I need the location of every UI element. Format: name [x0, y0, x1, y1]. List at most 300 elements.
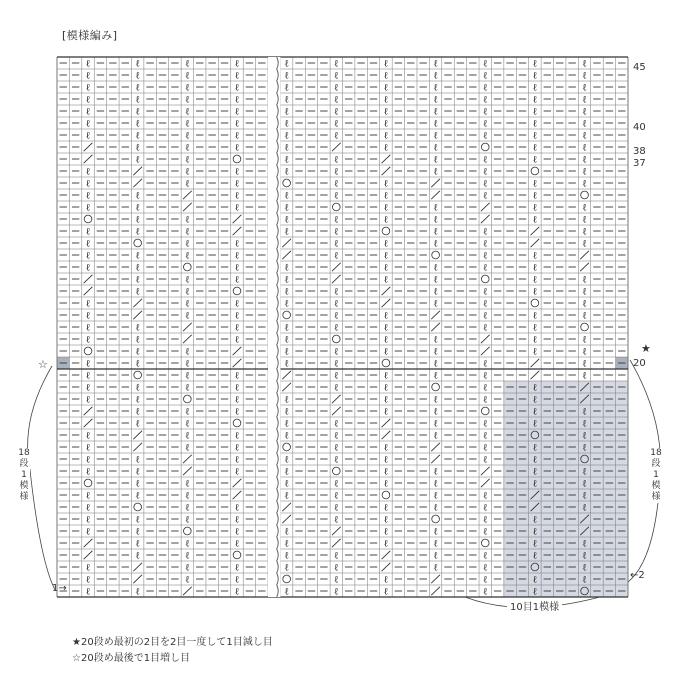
- twisted-knit-symbol: ℓ: [85, 394, 91, 406]
- twisted-knit-symbol: ℓ: [333, 214, 339, 226]
- twisted-knit-symbol: ℓ: [532, 322, 538, 334]
- twisted-knit-symbol: ℓ: [383, 70, 389, 82]
- twisted-knit-symbol: ℓ: [383, 514, 389, 526]
- yarn-over-symbol: [332, 203, 340, 211]
- twisted-knit-symbol: ℓ: [234, 70, 240, 82]
- twisted-knit-symbol: ℓ: [184, 274, 190, 286]
- twisted-knit-symbol: ℓ: [383, 406, 389, 418]
- twisted-knit-symbol: ℓ: [383, 310, 389, 322]
- twisted-knit-symbol: ℓ: [433, 286, 438, 298]
- twisted-knit-symbol: ℓ: [532, 190, 538, 202]
- decrease-symbol: [382, 431, 391, 439]
- twisted-knit-symbol: ℓ: [284, 394, 290, 406]
- decrease-symbol: [233, 359, 242, 367]
- twisted-knit-symbol: ℓ: [582, 550, 587, 562]
- twisted-knit-symbol: ℓ: [333, 118, 339, 130]
- twisted-knit-symbol: ℓ: [184, 142, 190, 154]
- start-row-left: 1→: [52, 583, 67, 594]
- twisted-knit-symbol: ℓ: [532, 130, 538, 142]
- yarn-over-symbol: [531, 167, 539, 175]
- twisted-knit-symbol: ℓ: [582, 238, 587, 250]
- decrease-symbol: [133, 179, 142, 187]
- twisted-knit-symbol: ℓ: [184, 442, 190, 454]
- twisted-knit-symbol: ℓ: [184, 106, 190, 118]
- twisted-knit-symbol: ℓ: [333, 226, 339, 238]
- decrease-symbol: [481, 215, 490, 223]
- twisted-knit-symbol: ℓ: [184, 70, 190, 82]
- twisted-knit-symbol: ℓ: [85, 526, 91, 538]
- twisted-knit-symbol: ℓ: [85, 250, 91, 262]
- twisted-knit-symbol: ℓ: [333, 550, 339, 562]
- twisted-knit-symbol: ℓ: [582, 214, 587, 226]
- twisted-knit-symbol: ℓ: [532, 274, 538, 286]
- twisted-knit-symbol: ℓ: [433, 106, 438, 118]
- decrease-symbol: [382, 287, 391, 295]
- twisted-knit-symbol: ℓ: [234, 298, 240, 310]
- twisted-knit-symbol: ℓ: [383, 442, 389, 454]
- twisted-knit-symbol: ℓ: [582, 82, 587, 94]
- twisted-knit-symbol: ℓ: [433, 154, 438, 166]
- decrease-symbol: [282, 239, 291, 247]
- twisted-knit-symbol: ℓ: [582, 502, 587, 514]
- twisted-knit-symbol: ℓ: [184, 514, 190, 526]
- twisted-knit-symbol: ℓ: [135, 466, 141, 478]
- decrease-symbol: [233, 227, 242, 235]
- twisted-knit-symbol: ℓ: [234, 202, 240, 214]
- decrease-symbol: [84, 143, 93, 151]
- twisted-knit-symbol: ℓ: [482, 118, 488, 130]
- twisted-knit-symbol: ℓ: [532, 538, 538, 550]
- twisted-knit-symbol: ℓ: [433, 142, 438, 154]
- twisted-knit-symbol: ℓ: [383, 586, 389, 598]
- yarn-over-symbol: [432, 251, 440, 259]
- twisted-knit-symbol: ℓ: [85, 82, 91, 94]
- twisted-knit-symbol: ℓ: [532, 466, 538, 478]
- twisted-knit-symbol: ℓ: [333, 586, 339, 598]
- twisted-knit-symbol: ℓ: [433, 262, 438, 274]
- twisted-knit-symbol: ℓ: [234, 538, 240, 550]
- twisted-knit-symbol: ℓ: [482, 322, 488, 334]
- note-decrease: ★20段め最初の2目を2目一度して1目減し目: [72, 637, 273, 648]
- decrease-symbol: [332, 143, 341, 151]
- twisted-knit-symbol: ℓ: [234, 322, 240, 334]
- twisted-knit-symbol: ℓ: [433, 334, 438, 346]
- twisted-knit-symbol: ℓ: [284, 346, 290, 358]
- twisted-knit-symbol: ℓ: [383, 250, 389, 262]
- twisted-knit-symbol: ℓ: [135, 106, 141, 118]
- twisted-knit-symbol: ℓ: [184, 382, 190, 394]
- twisted-knit-symbol: ℓ: [582, 274, 587, 286]
- decrease-symbol: [282, 371, 291, 379]
- twisted-knit-symbol: ℓ: [433, 226, 438, 238]
- twisted-knit-symbol: ℓ: [532, 106, 538, 118]
- twisted-knit-symbol: ℓ: [85, 262, 91, 274]
- twisted-knit-symbol: ℓ: [482, 490, 488, 502]
- twisted-knit-symbol: ℓ: [234, 430, 240, 442]
- twisted-knit-symbol: ℓ: [582, 298, 587, 310]
- decrease-symbol: [531, 227, 540, 235]
- twisted-knit-symbol: ℓ: [333, 190, 339, 202]
- twisted-knit-symbol: ℓ: [135, 382, 141, 394]
- twisted-knit-symbol: ℓ: [433, 70, 438, 82]
- twisted-knit-symbol: ℓ: [333, 322, 339, 334]
- yarn-over-symbol: [233, 419, 241, 427]
- twisted-knit-symbol: ℓ: [85, 226, 91, 238]
- twisted-knit-symbol: ℓ: [532, 334, 538, 346]
- yarn-over-symbol: [481, 143, 489, 151]
- yarn-over-symbol: [233, 155, 241, 163]
- twisted-knit-symbol: ℓ: [284, 106, 290, 118]
- twisted-knit-symbol: ℓ: [532, 250, 538, 262]
- twisted-knit-symbol: ℓ: [135, 154, 141, 166]
- twisted-knit-symbol: ℓ: [184, 118, 190, 130]
- twisted-knit-symbol: ℓ: [433, 526, 438, 538]
- decrease-symbol: [332, 263, 341, 271]
- yarn-over-symbol: [283, 311, 291, 319]
- decrease-symbol: [332, 275, 341, 283]
- decrease-symbol: [84, 539, 93, 547]
- twisted-knit-symbol: ℓ: [433, 202, 438, 214]
- twisted-knit-symbol: ℓ: [234, 94, 240, 106]
- row-number-40: 40: [633, 122, 646, 133]
- twisted-knit-symbol: ℓ: [184, 346, 190, 358]
- decrease-symbol: [332, 407, 341, 415]
- twisted-knit-symbol: ℓ: [383, 394, 389, 406]
- twisted-knit-symbol: ℓ: [482, 358, 488, 370]
- twisted-knit-symbol: ℓ: [482, 430, 488, 442]
- twisted-knit-symbol: ℓ: [582, 166, 587, 178]
- twisted-knit-symbol: ℓ: [532, 262, 538, 274]
- decrease-symbol: [431, 323, 440, 331]
- twisted-knit-symbol: ℓ: [433, 394, 438, 406]
- decrease-symbol: [84, 551, 93, 559]
- twisted-knit-symbol: ℓ: [433, 406, 438, 418]
- twisted-knit-symbol: ℓ: [482, 550, 488, 562]
- twisted-knit-symbol: ℓ: [383, 142, 389, 154]
- twisted-knit-symbol: ℓ: [333, 574, 339, 586]
- twisted-knit-symbol: ℓ: [582, 118, 587, 130]
- twisted-knit-symbol: ℓ: [184, 82, 190, 94]
- twisted-knit-symbol: ℓ: [383, 238, 389, 250]
- decrease-symbol: [382, 419, 391, 427]
- decrease-symbol: [84, 275, 93, 283]
- twisted-knit-symbol: ℓ: [433, 274, 438, 286]
- twisted-knit-symbol: ℓ: [234, 190, 240, 202]
- twisted-knit-symbol: ℓ: [184, 238, 190, 250]
- note-increase: ☆20段め最後で1目増し目: [72, 653, 191, 664]
- twisted-knit-symbol: ℓ: [482, 502, 488, 514]
- twisted-knit-symbol: ℓ: [135, 586, 141, 598]
- twisted-knit-symbol: ℓ: [184, 178, 190, 190]
- twisted-knit-symbol: ℓ: [135, 490, 141, 502]
- twisted-knit-symbol: ℓ: [482, 418, 488, 430]
- twisted-knit-symbol: ℓ: [532, 58, 538, 70]
- decrease-symbol: [580, 251, 589, 259]
- twisted-knit-symbol: ℓ: [532, 82, 538, 94]
- twisted-knit-symbol: ℓ: [482, 238, 488, 250]
- twisted-knit-symbol: ℓ: [135, 454, 141, 466]
- twisted-knit-symbol: ℓ: [284, 358, 290, 370]
- left-repeat-arc: [28, 366, 55, 590]
- twisted-knit-symbol: ℓ: [85, 202, 91, 214]
- decrease-symbol: [431, 575, 440, 583]
- decrease-symbol: [84, 155, 93, 163]
- twisted-knit-symbol: ℓ: [482, 394, 488, 406]
- twisted-knit-symbol: ℓ: [433, 418, 438, 430]
- twisted-knit-symbol: ℓ: [433, 58, 438, 70]
- twisted-knit-symbol: ℓ: [284, 130, 290, 142]
- twisted-knit-symbol: ℓ: [333, 454, 339, 466]
- twisted-knit-symbol: ℓ: [383, 346, 389, 358]
- decrease-symbol: [183, 323, 192, 331]
- twisted-knit-symbol: ℓ: [383, 502, 389, 514]
- twisted-knit-symbol: ℓ: [333, 502, 339, 514]
- twisted-knit-symbol: ℓ: [184, 502, 190, 514]
- twisted-knit-symbol: ℓ: [433, 214, 438, 226]
- twisted-knit-symbol: ℓ: [482, 178, 488, 190]
- twisted-knit-symbol: ℓ: [333, 562, 339, 574]
- twisted-knit-symbol: ℓ: [234, 514, 240, 526]
- twisted-knit-symbol: ℓ: [532, 550, 538, 562]
- twisted-knit-symbol: ℓ: [383, 106, 389, 118]
- twisted-knit-symbol: ℓ: [184, 214, 190, 226]
- decrease-symbol: [481, 467, 490, 475]
- twisted-knit-symbol: ℓ: [135, 58, 141, 70]
- decrease-symbol: [133, 575, 142, 583]
- yarn-over-symbol: [233, 551, 241, 559]
- twisted-knit-symbol: ℓ: [383, 94, 389, 106]
- yarn-over-symbol: [134, 239, 142, 247]
- twisted-knit-symbol: ℓ: [85, 166, 91, 178]
- decrease-symbol: [431, 443, 440, 451]
- twisted-knit-symbol: ℓ: [184, 298, 190, 310]
- decrease-symbol: [531, 239, 540, 247]
- yarn-over-symbol: [432, 383, 440, 391]
- twisted-knit-symbol: ℓ: [234, 334, 240, 346]
- twisted-knit-symbol: ℓ: [284, 418, 290, 430]
- twisted-knit-symbol: ℓ: [284, 58, 290, 70]
- twisted-knit-symbol: ℓ: [383, 526, 389, 538]
- twisted-knit-symbol: ℓ: [234, 466, 240, 478]
- twisted-knit-symbol: ℓ: [582, 346, 587, 358]
- chart-title: [模様編み]: [62, 29, 118, 42]
- twisted-knit-symbol: ℓ: [184, 226, 190, 238]
- twisted-knit-symbol: ℓ: [482, 58, 488, 70]
- twisted-knit-symbol: ℓ: [383, 130, 389, 142]
- twisted-knit-symbol: ℓ: [135, 214, 141, 226]
- side-label-right: 18段1模様: [650, 448, 662, 502]
- twisted-knit-symbol: ℓ: [383, 214, 389, 226]
- twisted-knit-symbol: ℓ: [582, 442, 587, 454]
- twisted-knit-symbol: ℓ: [284, 70, 290, 82]
- twisted-knit-symbol: ℓ: [234, 382, 240, 394]
- yarn-over-symbol: [134, 503, 142, 511]
- twisted-knit-symbol: ℓ: [383, 274, 389, 286]
- decrease-symbol: [332, 527, 341, 535]
- twisted-knit-symbol: ℓ: [85, 190, 91, 202]
- start-row-right: ←2: [630, 570, 645, 581]
- twisted-knit-symbol: ℓ: [284, 562, 290, 574]
- twisted-knit-symbol: ℓ: [383, 82, 389, 94]
- twisted-knit-symbol: ℓ: [433, 478, 438, 490]
- twisted-knit-symbol: ℓ: [482, 382, 488, 394]
- twisted-knit-symbol: ℓ: [482, 526, 488, 538]
- twisted-knit-symbol: ℓ: [333, 94, 339, 106]
- twisted-knit-symbol: ℓ: [582, 142, 587, 154]
- decrease-symbol: [233, 347, 242, 355]
- yarn-over-symbol: [531, 299, 539, 307]
- twisted-knit-symbol: ℓ: [184, 358, 190, 370]
- twisted-knit-symbol: ℓ: [333, 130, 339, 142]
- twisted-knit-symbol: ℓ: [333, 514, 339, 526]
- twisted-knit-symbol: ℓ: [482, 166, 488, 178]
- twisted-knit-symbol: ℓ: [184, 58, 190, 70]
- twisted-knit-symbol: ℓ: [532, 586, 538, 598]
- twisted-knit-symbol: ℓ: [433, 430, 438, 442]
- twisted-knit-symbol: ℓ: [582, 106, 587, 118]
- twisted-knit-symbol: ℓ: [532, 478, 538, 490]
- decrease-symbol: [282, 515, 291, 523]
- twisted-knit-symbol: ℓ: [433, 502, 438, 514]
- twisted-knit-symbol: ℓ: [482, 70, 488, 82]
- twisted-knit-symbol: ℓ: [433, 94, 438, 106]
- twisted-knit-symbol: ℓ: [532, 118, 538, 130]
- twisted-knit-symbol: ℓ: [532, 454, 538, 466]
- decrease-symbol: [84, 287, 93, 295]
- decrease-symbol: [133, 443, 142, 451]
- twisted-knit-symbol: ℓ: [284, 286, 290, 298]
- twisted-knit-symbol: ℓ: [284, 274, 290, 286]
- twisted-knit-symbol: ℓ: [234, 442, 240, 454]
- twisted-knit-symbol: ℓ: [184, 418, 190, 430]
- twisted-knit-symbol: ℓ: [333, 418, 339, 430]
- chart-break-lines: [268, 57, 280, 597]
- twisted-knit-symbol: ℓ: [582, 202, 587, 214]
- twisted-knit-symbol: ℓ: [184, 562, 190, 574]
- twisted-knit-symbol: ℓ: [135, 418, 141, 430]
- twisted-knit-symbol: ℓ: [85, 514, 91, 526]
- twisted-knit-symbol: ℓ: [433, 562, 438, 574]
- decrease-symbol: [431, 587, 440, 595]
- twisted-knit-symbol: ℓ: [234, 406, 240, 418]
- twisted-knit-symbol: ℓ: [135, 286, 141, 298]
- twisted-knit-symbol: ℓ: [135, 94, 141, 106]
- twisted-knit-symbol: ℓ: [333, 346, 339, 358]
- yarn-over-symbol: [283, 443, 291, 451]
- twisted-knit-symbol: ℓ: [482, 298, 488, 310]
- twisted-knit-symbol: ℓ: [383, 262, 389, 274]
- decrease-symbol: [382, 155, 391, 163]
- twisted-knit-symbol: ℓ: [333, 250, 339, 262]
- twisted-knit-symbol: ℓ: [582, 490, 587, 502]
- twisted-knit-symbol: ℓ: [433, 538, 438, 550]
- row-number-37: 37: [633, 158, 646, 169]
- twisted-knit-symbol: ℓ: [433, 490, 438, 502]
- twisted-knit-symbol: ℓ: [383, 190, 389, 202]
- twisted-knit-symbol: ℓ: [284, 94, 290, 106]
- yarn-over-symbol: [283, 179, 291, 187]
- yarn-over-symbol: [183, 263, 191, 271]
- yarn-over-symbol: [183, 527, 191, 535]
- twisted-knit-symbol: ℓ: [383, 58, 389, 70]
- twisted-knit-symbol: ℓ: [284, 166, 290, 178]
- twisted-knit-symbol: ℓ: [135, 190, 141, 202]
- twisted-knit-symbol: ℓ: [234, 526, 240, 538]
- decrease-symbol: [431, 455, 440, 463]
- decrease-symbol: [183, 191, 192, 199]
- decrease-symbol: [233, 491, 242, 499]
- twisted-knit-symbol: ℓ: [234, 562, 240, 574]
- decrease-symbol: [481, 347, 490, 355]
- yarn-over-symbol: [183, 395, 191, 403]
- twisted-knit-symbol: ℓ: [383, 574, 389, 586]
- twisted-knit-symbol: ℓ: [333, 490, 339, 502]
- twisted-knit-symbol: ℓ: [582, 562, 587, 574]
- twisted-knit-symbol: ℓ: [482, 82, 488, 94]
- yarn-over-symbol: [283, 575, 291, 583]
- twisted-knit-symbol: ℓ: [433, 166, 438, 178]
- decrease-symbol: [133, 311, 142, 319]
- decrease-symbol: [531, 371, 540, 379]
- twisted-knit-symbol: ℓ: [234, 586, 240, 598]
- twisted-knit-symbol: ℓ: [383, 454, 389, 466]
- twisted-knit-symbol: ℓ: [135, 322, 141, 334]
- twisted-knit-symbol: ℓ: [85, 586, 91, 598]
- twisted-knit-symbol: ℓ: [85, 562, 91, 574]
- twisted-knit-symbol: ℓ: [234, 370, 240, 382]
- decrease-symbol: [233, 215, 242, 223]
- yarn-over-symbol: [332, 335, 340, 343]
- decrease-symbol: [282, 251, 291, 259]
- twisted-knit-symbol: ℓ: [85, 118, 91, 130]
- twisted-knit-symbol: ℓ: [135, 346, 141, 358]
- twisted-knit-symbol: ℓ: [532, 514, 538, 526]
- twisted-knit-symbol: ℓ: [532, 178, 538, 190]
- decrease-symbol: [282, 383, 291, 391]
- twisted-knit-symbol: ℓ: [333, 70, 339, 82]
- yarn-over-symbol: [84, 347, 92, 355]
- twisted-knit-symbol: ℓ: [284, 466, 290, 478]
- twisted-knit-symbol: ℓ: [582, 406, 587, 418]
- twisted-knit-symbol: ℓ: [85, 334, 91, 346]
- twisted-knit-symbol: ℓ: [184, 490, 190, 502]
- twisted-knit-symbol: ℓ: [532, 394, 538, 406]
- twisted-knit-symbol: ℓ: [333, 82, 339, 94]
- twisted-knit-symbol: ℓ: [135, 226, 141, 238]
- decrease-symbol: [183, 455, 192, 463]
- decrease-symbol: [133, 167, 142, 175]
- decrease-symbol: [382, 299, 391, 307]
- twisted-knit-symbol: ℓ: [85, 358, 91, 370]
- twisted-knit-symbol: ℓ: [85, 298, 91, 310]
- twisted-knit-symbol: ℓ: [135, 82, 141, 94]
- decrease-symbol: [580, 263, 589, 271]
- twisted-knit-symbol: ℓ: [482, 454, 488, 466]
- twisted-knit-symbol: ℓ: [532, 418, 538, 430]
- decrease-symbol: [382, 551, 391, 559]
- twisted-knit-symbol: ℓ: [532, 94, 538, 106]
- twisted-knit-symbol: ℓ: [234, 142, 240, 154]
- yarn-over-symbol: [382, 491, 390, 499]
- twisted-knit-symbol: ℓ: [135, 130, 141, 142]
- twisted-knit-symbol: ℓ: [482, 250, 488, 262]
- twisted-knit-symbol: ℓ: [532, 142, 538, 154]
- twisted-knit-symbol: ℓ: [85, 106, 91, 118]
- twisted-knit-symbol: ℓ: [135, 250, 141, 262]
- twisted-knit-symbol: ℓ: [482, 130, 488, 142]
- decrease-symbol: [332, 395, 341, 403]
- twisted-knit-symbol: ℓ: [135, 514, 141, 526]
